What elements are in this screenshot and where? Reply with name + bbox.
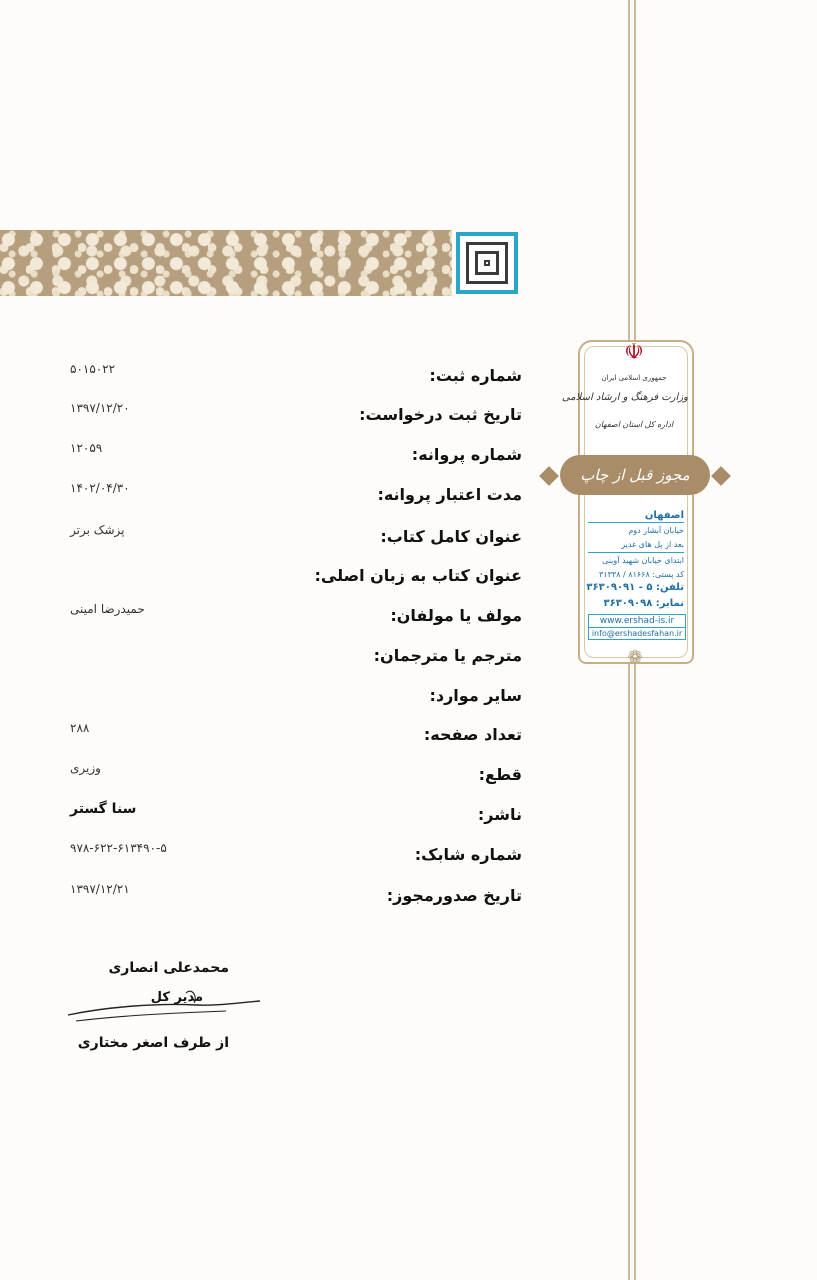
field-label: شماره ثبت: bbox=[429, 366, 522, 385]
field-row-license-validity bbox=[60, 481, 522, 515]
square-kufic-emblem-icon bbox=[456, 232, 518, 294]
field-value: ۱۳۹۷/۱۲/۲۱ bbox=[70, 882, 130, 896]
field-label: سایر موارد: bbox=[429, 686, 522, 705]
address-city: اصفهان bbox=[644, 510, 684, 521]
field-row-translators bbox=[60, 646, 522, 676]
field-label: تاریخ ثبت درخواست: bbox=[359, 405, 522, 424]
address-line: بعد از پل های غدیر bbox=[621, 540, 684, 549]
field-value: ۱۳۹۷/۱۲/۲۰ bbox=[70, 401, 130, 415]
republic-label: جمهوری اسلامی ایران bbox=[601, 374, 667, 382]
fax-number: نمابر: ۳۶۳۰۹۰۹۸ bbox=[603, 598, 684, 609]
field-value: پزشک برتر bbox=[70, 523, 125, 537]
field-row-other bbox=[60, 686, 522, 716]
field-label: مولف یا مولفان: bbox=[390, 606, 522, 625]
phone-number: تلفن: ۵ - ۳۶۳۰۹۰۹۱ bbox=[586, 582, 684, 593]
ministry-label: وزارت فرهنگ و ارشاد اسلامی bbox=[561, 392, 688, 403]
field-label: مترجم یا مترجمان: bbox=[373, 646, 522, 665]
field-label: عنوان کامل کتاب: bbox=[380, 527, 522, 546]
field-row-license-number bbox=[60, 441, 522, 475]
ornament-band bbox=[0, 230, 452, 296]
field-value: ۱۲۰۵۹ bbox=[70, 441, 103, 455]
field-value: وزیری bbox=[70, 761, 101, 775]
iran-emblem-icon: ☫ bbox=[624, 340, 644, 365]
field-value: ۱۴۰۲/۰۴/۳۰ bbox=[70, 481, 130, 495]
email-link[interactable]: info@ershadesfahan.ir bbox=[588, 628, 686, 640]
address-line: خیابان آبشار دوم bbox=[628, 526, 684, 535]
field-row-registration-number bbox=[60, 362, 522, 396]
field-label: قطع: bbox=[478, 765, 522, 784]
field-label: شماره شابک: bbox=[414, 845, 522, 864]
field-row-original-title bbox=[60, 566, 522, 596]
postal-code: کد پستی: ۸۱۶۶۸ / ۳۱۳۳۸ bbox=[599, 570, 684, 579]
field-label: ناشر: bbox=[477, 805, 522, 824]
website-link[interactable]: www.ershad-is.ir bbox=[588, 614, 686, 628]
field-value: سنا گستر bbox=[70, 801, 137, 817]
field-label: تعداد صفحه: bbox=[423, 725, 522, 744]
signatory-title: مدیر کل bbox=[150, 990, 203, 1005]
field-row-publisher bbox=[60, 801, 522, 835]
divider bbox=[588, 522, 684, 523]
field-row-issue-date bbox=[60, 882, 522, 916]
handwritten-signature bbox=[66, 985, 266, 1030]
on-behalf-line: از طرف اصغر مختاری bbox=[77, 1035, 229, 1051]
field-row-page-count bbox=[60, 721, 522, 755]
field-value: ۲۸۸ bbox=[70, 721, 90, 735]
field-label: شماره پروانه: bbox=[411, 445, 522, 464]
field-label: تاریخ صدورمجوز: bbox=[386, 886, 522, 905]
signatory-name: محمدعلی انصاری bbox=[108, 960, 229, 976]
ornament-flower-icon: ❁ bbox=[627, 647, 643, 668]
department-label: اداره کل استان اصفهان bbox=[594, 420, 674, 429]
field-row-authors bbox=[60, 602, 522, 636]
field-label: عنوان کتاب به زبان اصلی: bbox=[314, 566, 522, 585]
pre-print-license-banner: مجوز قبل از چاپ bbox=[560, 455, 710, 495]
address-line: ابتدای خیابان شهید آوینی bbox=[602, 556, 684, 565]
field-value: حمیدرضا امینی bbox=[70, 602, 145, 616]
field-row-book-title bbox=[60, 523, 522, 557]
field-row-request-date bbox=[60, 401, 522, 435]
field-row-isbn bbox=[60, 841, 522, 875]
ministry-seal-panel bbox=[530, 300, 740, 670]
divider bbox=[588, 552, 684, 553]
field-row-format bbox=[60, 761, 522, 795]
field-label: مدت اعتبار پروانه: bbox=[377, 485, 522, 504]
field-value: ۹۷۸-۶۲۲-۶۱۳۴۹۰-۵ bbox=[70, 841, 167, 855]
field-value: ۵۰۱۵۰۲۲ bbox=[70, 362, 116, 376]
